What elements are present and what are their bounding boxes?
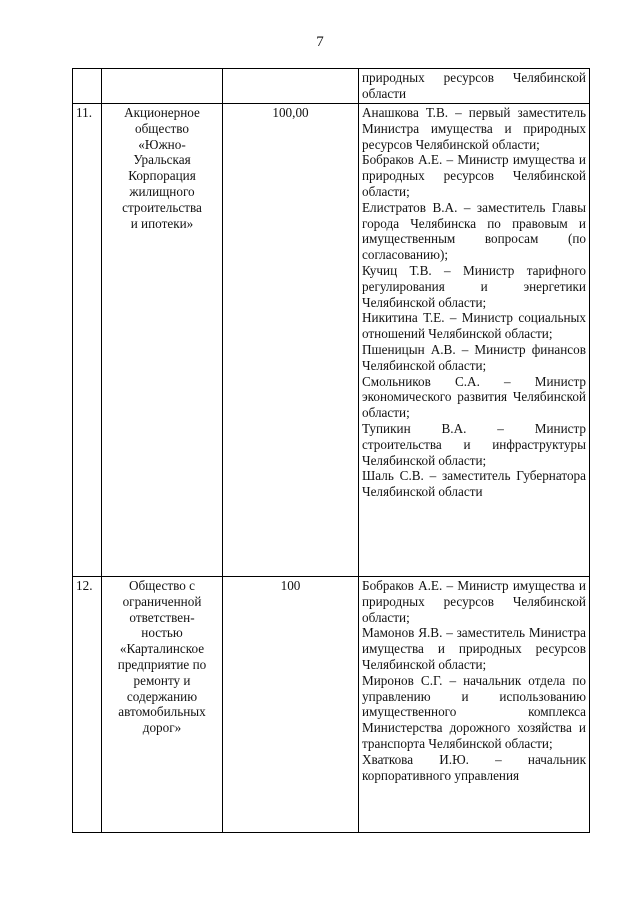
table-row xyxy=(73,104,590,577)
row-number-cell: 11. xyxy=(73,104,102,577)
share-cell: 100 xyxy=(223,577,359,833)
member-entry: Хваткова И.Ю. – начальник корпоративного управления xyxy=(362,751,586,783)
organization-name-line: ограниченной xyxy=(122,593,202,609)
member-entry: Шаль С.В. – заместитель Губернатора Челябинской области xyxy=(362,468,586,500)
members-cell xyxy=(359,577,590,833)
organization-name-line: Общество с xyxy=(128,578,196,593)
member-entry: Пшеницын А.В. – Министр финансов Челябинской области; xyxy=(362,341,586,373)
organization-name-line: и ипотеки» xyxy=(130,215,194,231)
organization-name-line: общество xyxy=(135,120,189,136)
organization-name-cell xyxy=(102,577,223,833)
organization-name-line: ремонту и xyxy=(133,672,191,688)
members-cell xyxy=(359,104,590,577)
organization-name-line: ностью xyxy=(141,625,183,641)
organization-name-line: содержанию xyxy=(126,688,198,704)
organization-name-line: «Южно- xyxy=(138,136,186,152)
member-entry: Смольников С.А. – Министр экономического развития Челябинской области; xyxy=(362,373,586,421)
organization-name-line: автомобильных xyxy=(118,704,206,720)
member-entry: Кучиц Т.В. – Министр тарифного регулирования и энергетики Челябинской области; xyxy=(362,262,586,310)
organization-name-line: Акционерное xyxy=(124,105,200,120)
table-row xyxy=(73,577,590,833)
organization-name-line: Уральская xyxy=(133,152,191,168)
member-entry: Мамонов Я.В. – заместитель Министра имущества и природных ресурсов Челябинской области; xyxy=(362,625,586,672)
row-number-cell xyxy=(73,69,102,104)
member-entry: Бобраков А.Е. – Министр имущества и природных ресурсов Челябинской области; xyxy=(362,152,586,199)
member-entry: Елистратов В.А. – заместитель Главы города Челябинска по правовым и имущественным вопросам (по согласованию); xyxy=(362,199,586,263)
member-entry: Бобраков А.Е. – Министр имущества и природных ресурсов Челябинской области; xyxy=(362,578,586,625)
members-cell xyxy=(359,69,590,104)
member-entry: Никитина Т.Е. – Министр социальных отношений Челябинской области; xyxy=(362,310,586,342)
organization-name-cell xyxy=(102,104,223,577)
share-cell xyxy=(223,69,359,104)
member-entry: Тупикин В.А. – Министр строительства и инфраструктуры Челябинской области; xyxy=(362,420,586,468)
organization-name-line: «Карталинское xyxy=(119,641,205,657)
organization-name-line: дорог» xyxy=(142,720,182,736)
organization-name-line: строительства xyxy=(122,199,202,215)
member-entry: Анашкова Т.В. – первый заместитель Министра имущества и природных ресурсов Челябинской области; xyxy=(362,105,586,152)
organization-name-line: ответствен- xyxy=(129,609,195,625)
member-entry: Миронов С.Г. – начальник отдела по управлению и использованию имущественного комплекса Министерства дорожного хозяйства и транспорта Челябинской области; xyxy=(362,672,586,751)
organization-name-line: предприятие по xyxy=(117,656,207,672)
share-cell: 100,00 xyxy=(223,104,359,577)
page-number: 7 xyxy=(316,34,324,50)
row-number-cell: 12. xyxy=(73,577,102,833)
member-entry: природных ресурсов Челябинской области xyxy=(362,70,586,101)
commission-table xyxy=(72,68,590,833)
organization-name-cell xyxy=(102,69,223,104)
organization-name-line: Корпорация xyxy=(128,168,196,184)
table-row-continuation xyxy=(73,69,590,104)
organization-name-line: жилищного xyxy=(129,183,195,199)
